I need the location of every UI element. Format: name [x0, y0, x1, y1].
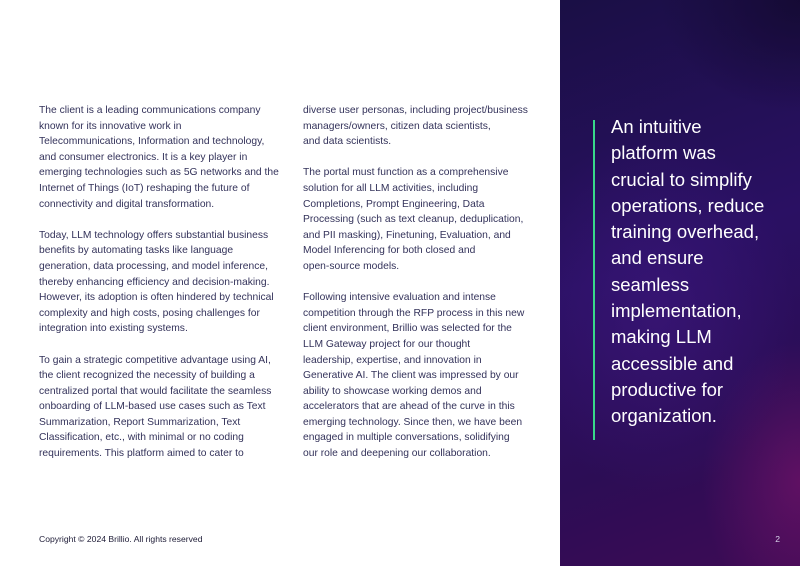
left-text-column — [39, 103, 279, 477]
middle-text-column — [303, 103, 531, 477]
copyright-notice: Copyright © 2024 Brillio. All rights reserved — [39, 534, 203, 544]
paragraph-llm-benefits: Today, LLM technology offers substantial business benefits by automating tasks like language generation, data processing, and model inference, thereby enhancing efficiency and decision-making. However, its adoption is often hindered by technical complexity and high costs, posing challenges for integration into existing systems. — [39, 229, 274, 335]
paragraph-portal-requirements: The portal must function as a comprehensive solution for all LLM activities, including Completions, Prompt Engineering, Data Processing (such as text cleanup, deduplication, and PII masking), Finetuning, Evaluation, and Model Inferencing for both closed and open-source models. — [303, 167, 524, 272]
paragraph-selection: Following intensive evaluation and intense competition through the RFP process in this new client environment, Brillio was selected for the LLM Gateway project for our thought leadership, expertise, and innovation in Generative AI. The client was impressed by our ability to showcase working demos and accelerators that are ahead of the curve in this emerging technology. Since then, we have been engaged in multiple conversations, solidifying our role and deepening our collaboration. — [303, 292, 525, 460]
paragraph-strategic-goal: To gain a strategic competitive advantage using AI, the client recognized the necessity of building a centralized portal that would facilitate the seamless onboarding of LLM-based use cases such as Text Summarization, Report Summarization, Text Classification, etc., with minimal or no coding requirements. This platform aimed to cater to — [39, 354, 272, 460]
quote-accent-bar — [593, 120, 595, 440]
page-number: 2 — [775, 534, 780, 544]
paragraph-client-intro: The client is a leading communications company known for its innovative work in Telecommunications, Information and technology, and consumer electronics. It is a key player in emerging technologies such as 5G networks and the Internet of Things (IoT) reshaping the future of connectivity and digital transformation. — [39, 105, 279, 210]
pull-quote: An intuitive platform was crucial to simplify operations, reduce training overhead, and ensure seamless implementation, making LLM accessible and productive for organization. — [611, 116, 765, 427]
quote-panel — [560, 0, 800, 566]
paragraph-user-personas: diverse user personas, including project/business managers/owners, citizen data scientists, and data scientists. — [303, 105, 528, 148]
